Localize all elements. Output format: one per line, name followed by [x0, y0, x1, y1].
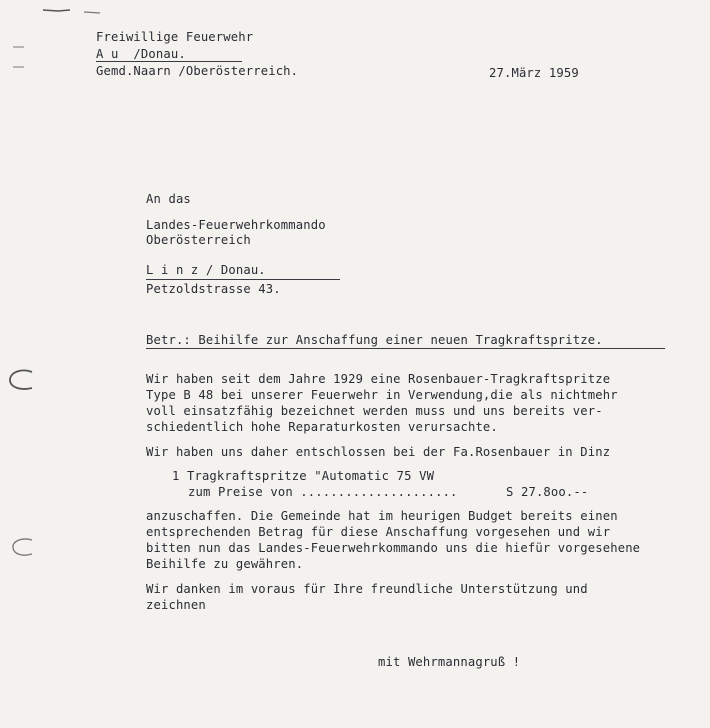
paragraph-1-line-2: Type B 48 bei unserer Feuerwehr in Verwendung,die als nichtmehr	[146, 388, 618, 402]
paragraph-3-line-3: bitten nun das Landes-Feuerwehrkommando uns die hiefür vorgesehene	[146, 541, 641, 555]
paragraph-1-line-1: Wir haben seit dem Jahre 1929 eine Rosenbauer-Tragkraftspritze	[146, 372, 611, 386]
letter-date: 27.März 1959	[489, 66, 579, 80]
paragraph-3-line-4: Beihilfe zu gewähren.	[146, 557, 304, 571]
paragraph-1-line-3: voll einsatzfähig bezeichnet werden muss und uns bereits ver-	[146, 404, 603, 418]
punch-hole-mark-upper	[2, 366, 42, 394]
recipient-street: Petzoldstrasse 43.	[146, 282, 281, 296]
recipient-city-underline	[146, 279, 340, 280]
sender-line-1: Freiwillige Feuerwehr	[96, 30, 254, 44]
closing-salutation: mit Wehrmannagruß !	[378, 655, 521, 669]
paragraph-1-line-4: schiedentlich hohe Reparaturkosten verursachte.	[146, 420, 498, 434]
scan-mark-top	[40, 4, 110, 18]
item-line-2-label: zum Preise von .....................	[188, 485, 458, 499]
paragraph-2: Wir haben uns daher entschlossen bei der Fa.Rosenbauer in Dinz	[146, 445, 611, 459]
paragraph-4-line-1: Wir danken im voraus für Ihre freundliche Unterstützung und	[146, 582, 588, 596]
recipient-city: L i n z / Donau.	[146, 263, 266, 277]
scan-mark-left-1	[12, 44, 26, 50]
paragraph-4-line-2: zeichnen	[146, 598, 206, 612]
scan-mark-left-2	[12, 64, 26, 70]
recipient-line-1: Landes-Feuerwehrkommando	[146, 218, 326, 232]
item-price: S 27.8oo.--	[506, 485, 589, 499]
punch-hole-mark-lower	[6, 536, 40, 560]
recipient-line-2: Oberösterreich	[146, 233, 251, 247]
item-line-1: 1 Tragkraftspritze "Automatic 75 VW	[172, 469, 435, 483]
subject-line: Betr.: Beihilfe zur Anschaffung einer neuen Tragkraftspritze.	[146, 333, 603, 347]
paragraph-3-line-1: anzuschaffen. Die Gemeinde hat im heurigen Budget bereits einen	[146, 509, 618, 523]
paragraph-3-line-2: entsprechenden Betrag für diese Anschaffung vorgesehen und wir	[146, 525, 611, 539]
recipient-prefix: An das	[146, 192, 191, 206]
sender-line-3: Gemd.Naarn /Oberösterreich.	[96, 64, 299, 78]
sender-underline	[96, 61, 242, 62]
sender-line-2: A u /Donau.	[96, 47, 186, 61]
subject-underline	[146, 348, 665, 349]
